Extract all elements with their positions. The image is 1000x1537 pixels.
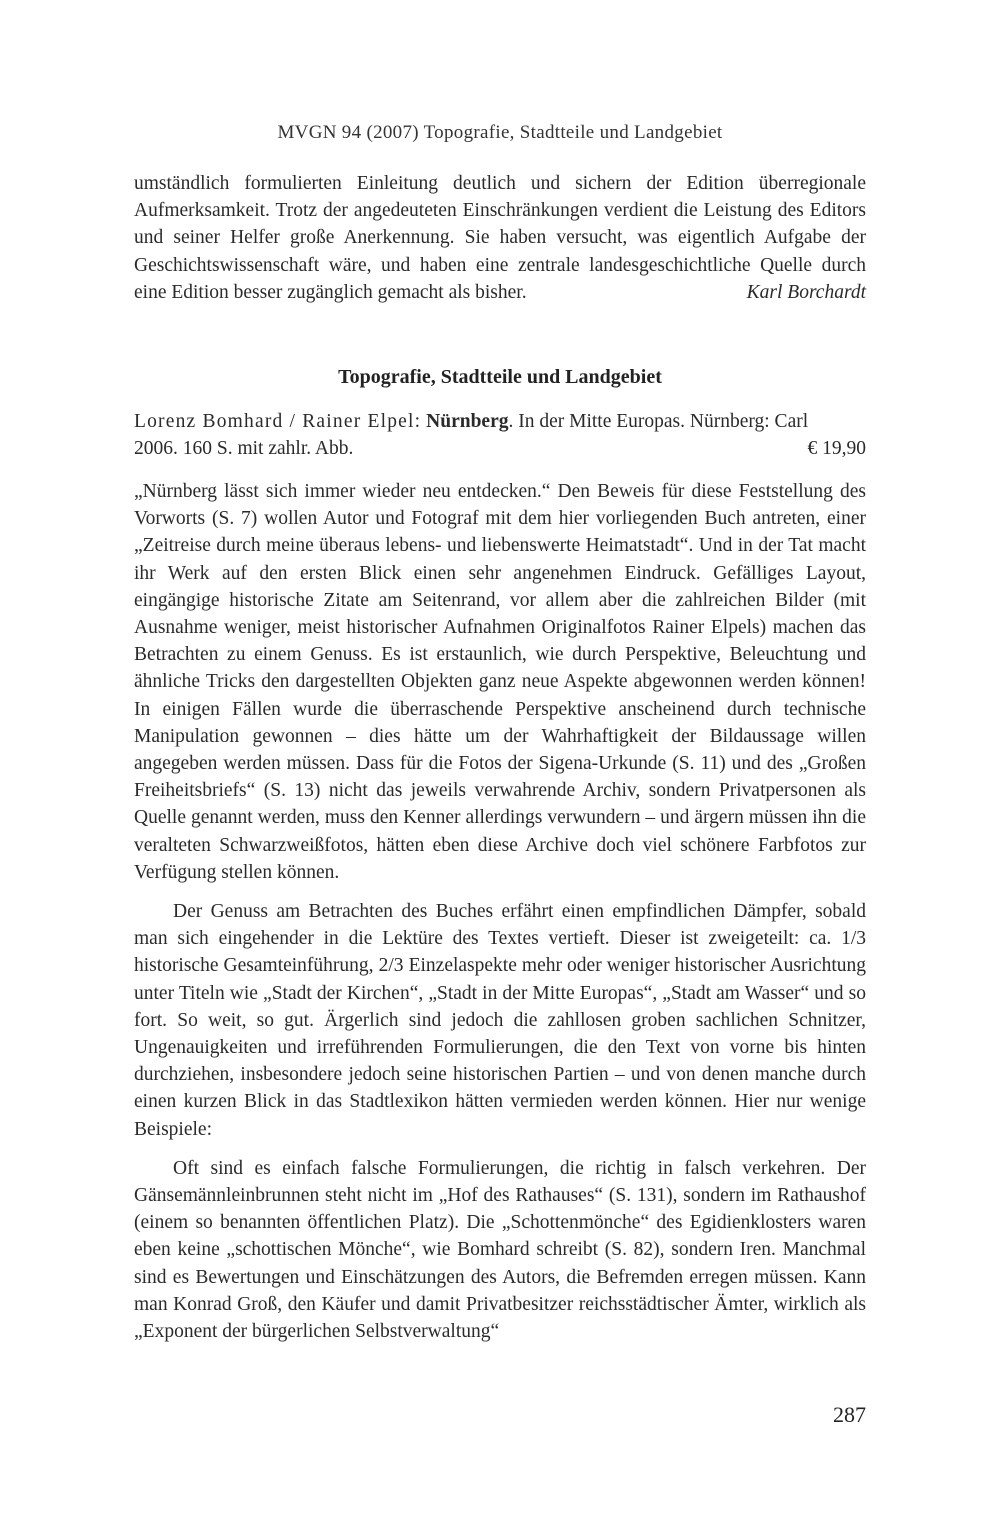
- section-heading: Topografie, Stadtteile und Landgebiet: [338, 366, 662, 388]
- bibliography-entry: [134, 408, 866, 462]
- reviewer-signature: Karl Borchardt: [746, 281, 866, 303]
- running-head: MVGN 94 (2007) Topografie, Stadtteile und Landgebiet: [277, 122, 723, 143]
- book-price: € 19,90: [807, 438, 866, 460]
- intro-text: umständlich formulierten Einleitung deutlich und sichern der Edition überregionale Aufmerksamkeit. Trotz der angedeuteten Einschränkungen verdient die Leistung des Editors und seiner Helfer große Anerkennung. Sie haben versucht, was eigentlich Aufgabe der Geschichtswissenschaft wäre, und haben eine zentrale landesgeschichtliche Quelle durch eine Edition besser zugänglich gemacht als bisher.: [134, 173, 866, 303]
- page-number: 287: [833, 1402, 866, 1427]
- review-body: [134, 478, 866, 1357]
- book-details: 2006. 160 S. mit zahlr. Abb.: [134, 438, 354, 460]
- book-title: Nürnberg: [426, 411, 509, 432]
- review-paragraph-3: Oft sind es einfach falsche Formulierungen, die richtig in falsch verkehren. Der Gänsemännleinbrunnen steht nicht im „Hof des Rathauses“ (S. 131), sondern im Rathaushof (einem so benannten öffentlichen Platz). Die „Schottenmönche“ des Egidienklosters waren eben keine „schottischen Mönche“, wie Bomhard schreibt (S. 82), sondern Iren. Manchmal sind es Bewertungen und Einschätzungen des Autors, die Befremden erregen müssen. Kann man Konrad Groß, den Käufer und damit Privatbesitzer reichsstädtischer Ämter, wirklich als „Exponent der bürgerlichen Selbstverwaltung“: [134, 1157, 866, 1343]
- intro-paragraph: [134, 170, 866, 306]
- review-paragraph-1: „Nürnberg lässt sich immer wieder neu entdecken.“ Den Beweis für diese Feststellung des Vorworts (S. 7) wollen Autor und Fotograf mit dem hier vorliegenden Buch antreten, einer „Zeitreise durch meine überaus lebens- und liebenswerte Heimatstadt“. Und in der Tat macht ihr Werk auf den ersten Blick einen sehr angenehmen Eindruck. Gefälliges Layout, eingängige historische Zitate am Seitenrand, vor allem aber die zahlreichen Bilder (mit Ausnahme weniger, meist historischer Aufnahmen Originalfotos Rainer Elpels) machen das Betrachten zu einem Genuss. Es ist erstaunlich, wie durch Perspektive, Beleuchtung und ähnliche Tricks den dargestellten Objekten ganz neue Aspekte abgewonnen werden können! In einigen Fällen wurde die überraschende Perspektive anscheinend durch technische Manipulation gewonnen – dies hätte um der Wahrhaftigkeit der Bildaussage willen angegeben werden müssen. Dass für die Fotos der Sigena-Urkunde (S. 11) und des „Großen Freiheitsbriefs“ (S. 13) nicht das jeweils verwahrende Archiv, sondern Privatpersonen als Quelle genannt werden, muss den Kenner allerdings verwundern – und ärgern müssen ihn die veralteten Schwarzweißfotos, hätten eben diese Archive doch viel schönere Farbfotos zur Verfügung stellen können.: [134, 481, 866, 883]
- review-paragraph-2: Der Genuss am Betrachten des Buches erfährt einen empfindlichen Dämpfer, sobald man sich eingehender in die Lektüre des Textes vertieft. Dieser ist zweigeteilt: ca. 1/3 historische Gesamteinführung, 2/3 Einzelaspekte mehr oder weniger historischer Ausrichtung unter Titeln wie „Stadt der Kirchen“, „Stadt in der Mitte Europas“, „Stadt am Wasser“ und so fort. So weit, so gut. Ärgerlich sind jedoch die zahllosen groben sachlichen Schnitzer, Ungenauigkeiten und irreführenden Formulierungen, die den Text von vorne bis hinten durchziehen, insbesondere jedoch seine historischen Partien – und von denen manche durch einen kurzen Blick in das Stadtlexikon hätten vermieden werden können. Hier nur wenige Beispiele:: [134, 901, 866, 1140]
- book-authors: Lorenz Bomhard / Rainer Elpel:: [134, 411, 422, 432]
- book-subtitle-publisher: . In der Mitte Europas. Nürnberg: Carl: [508, 411, 809, 432]
